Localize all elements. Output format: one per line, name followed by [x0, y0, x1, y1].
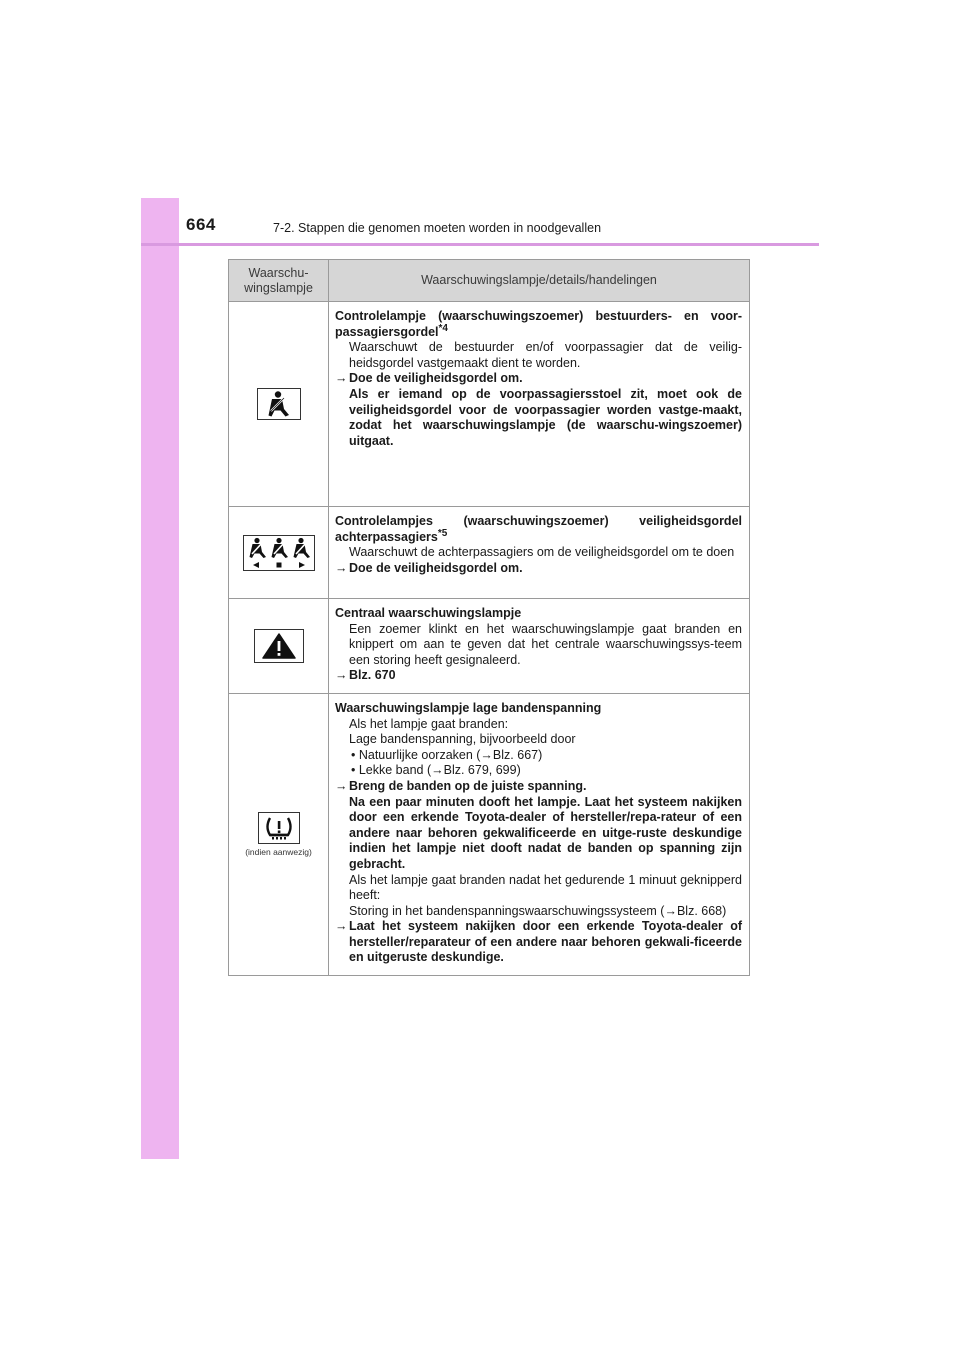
row-action-detail: Na een paar minuten dooft het lampje. Laat het systeem nakijken door een erkende Toyota-dealer of hersteller/repa-rateur of een andere naar behoren gekwalificeerde en uitge-ruste deskundige indien het lampje niet dooft nadat de banden op spanning zijn gebracht. [349, 794, 742, 871]
row-description: Waarschuwt de achterpassagiers om de veiligheidsgordel om te doen [349, 545, 735, 560]
front-seatbelt-reminder-icon [257, 388, 301, 420]
row-description: Waarschuwt de bestuurder en/of voorpassagier dat de veilig-heidsgordel vastgemaakt dient te worden. [349, 340, 742, 370]
rear-seatbelt-reminder-icon [243, 535, 315, 571]
list-item: • Lekke band (→Blz. 679, 699) [351, 763, 521, 778]
row-action: → Breng de banden op de juiste spanning. [335, 778, 587, 793]
icon-cell [229, 693, 329, 975]
tire-pressure-warning-icon [258, 812, 300, 844]
row-title: Controlelampjes (waarschuwingszoemer) veiligheidsgordel achterpassagiers$^{*5}$ [335, 514, 742, 544]
icon-cell [229, 599, 329, 694]
row-action: → Laat het systeem nakijken door een erkende Toyota-dealer of hersteller/reparateur of een andere naar behoren gekwali-ficeerde en uitgeruste deskundige. [335, 919, 742, 965]
icon-cell [229, 302, 329, 507]
list-item: • Natuurlijke oorzaken (→Blz. 667) [351, 747, 543, 762]
table-header-row [229, 260, 750, 302]
row-action-detail: Als er iemand op de voorpassagiersstoel zit, moet ook de veiligheidsgordel voor de voorpassagier worden vastge-maakt, zodat het waarschuwingslampje (de waarschu-wingszoemer) uitgaat. [349, 386, 742, 448]
description-cell [329, 693, 750, 975]
description-cell [329, 599, 750, 694]
description-cell [329, 302, 750, 507]
row-text: Storing in het bandenspanningswaarschuwingssysteem (→Blz. 668) [349, 903, 727, 918]
row-text: Als het lampje gaat branden nadat het gedurende 1 minuut geknipperd heeft: [349, 872, 742, 903]
row-title: Controlelampje (waarschuwingszoemer) bestuurders- en voor-passagiersgordel$^{*4}$ [335, 309, 742, 339]
row-text: Als het lampje gaat branden: [349, 716, 509, 731]
table-row [229, 302, 750, 507]
table-row [229, 693, 750, 975]
col-header-description: Waarschuwingslampje/details/handelingen [329, 260, 750, 302]
row-title: Waarschuwingslampje lage bandenspanning [335, 700, 602, 715]
row-title: Centraal waarschuwingslampje [335, 606, 522, 620]
icon-cell [229, 507, 329, 599]
header-rule [141, 243, 819, 246]
warning-light-table [228, 259, 750, 976]
row-text: Lage bandenspanning, bijvoorbeeld door [349, 732, 576, 747]
col-header-icon: Waarschu- wingslampje [229, 260, 329, 302]
description-cell [329, 507, 750, 599]
row-action: → Doe de veiligheidsgordel om. [335, 560, 523, 575]
row-action: → Blz. 670 [335, 668, 396, 683]
table-row [229, 507, 750, 599]
table-row [229, 599, 750, 694]
row-action: → Doe de veiligheidsgordel om. [335, 371, 523, 386]
row-description: Een zoemer klinkt en het waarschuwingslampje gaat branden en knippert om aan te geven dat het centrale waarschuwingssys-teem een storing heeft gesignaleerd. [349, 621, 742, 667]
page-number: 664 [186, 215, 216, 234]
section-title: 7-2. Stappen die genomen moeten worden in noodgevallen [273, 221, 602, 235]
icon-availability-note: (indien aanwezig) [245, 847, 312, 858]
master-warning-icon [254, 629, 304, 663]
side-band [141, 198, 179, 1159]
